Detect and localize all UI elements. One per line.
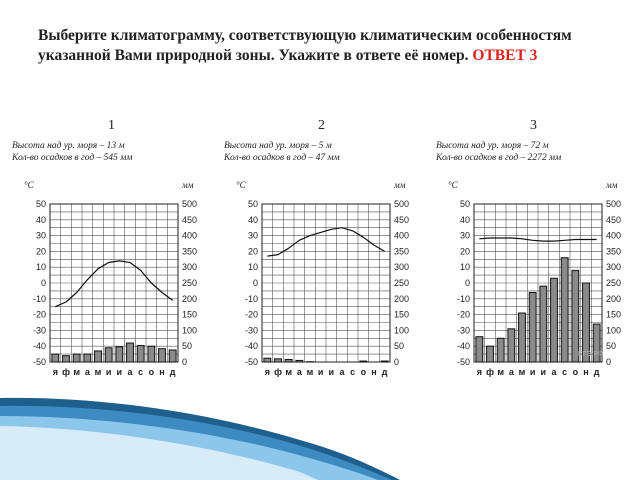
chart-3-number: 3 — [530, 118, 537, 133]
y-tick-left: -50 — [456, 357, 470, 367]
month-label: м — [518, 367, 526, 377]
left-unit-label: °C — [448, 180, 458, 190]
month-label: м — [94, 367, 102, 377]
month-label: ф — [274, 367, 282, 377]
answer-label: ОТВЕТ 3 — [472, 47, 538, 64]
y-tick-left: 20 — [35, 246, 46, 257]
month-label: и — [317, 367, 324, 377]
y-tick-left: -10 — [32, 293, 46, 304]
y-tick-right: 100 — [606, 325, 622, 336]
y-tick-right: 450 — [606, 214, 622, 225]
right-unit-label: мм — [182, 180, 194, 190]
precipitation-bar — [360, 361, 367, 362]
precipitation-bar — [73, 354, 80, 362]
y-tick-left: 20 — [459, 246, 470, 257]
chart-3-precip-total: Кол-во осадков в год – 2272 мм — [436, 153, 562, 163]
y-tick-left: 20 — [247, 246, 258, 257]
precipitation-bar — [529, 292, 536, 362]
y-tick-right: 50 — [606, 341, 617, 352]
decorative-swoosh — [0, 392, 640, 480]
y-tick-right: 100 — [394, 325, 410, 336]
precipitation-bar — [52, 354, 59, 362]
month-label: с — [350, 367, 356, 377]
y-tick-left: 0 — [464, 278, 470, 288]
chart-2-elevation: Высота над ур. моря – 5 м — [224, 141, 332, 151]
y-tick-right: 0 — [394, 357, 400, 367]
month-label: с — [562, 367, 568, 377]
y-tick-right: 350 — [182, 246, 198, 257]
chart-3-elevation: Высота над ур. моря – 72 м — [436, 141, 549, 151]
month-label: а — [296, 367, 302, 377]
y-tick-left: -40 — [32, 341, 46, 352]
y-tick-right: 400 — [606, 230, 622, 241]
month-label: а — [84, 367, 90, 377]
y-tick-right: 200 — [394, 293, 410, 304]
y-tick-left: 40 — [35, 214, 46, 225]
y-tick-right: 250 — [394, 278, 410, 288]
y-tick-left: 0 — [252, 278, 258, 288]
y-tick-right: 0 — [182, 357, 188, 367]
y-tick-left: 30 — [35, 230, 46, 241]
chart-1-elevation: Высота над ур. моря – 13 м — [12, 141, 125, 151]
y-tick-left: -50 — [32, 357, 46, 367]
y-tick-left: 10 — [459, 262, 470, 273]
precipitation-bar — [105, 348, 112, 362]
precipitation-bar — [508, 329, 515, 362]
precipitation-bar — [169, 350, 176, 362]
y-tick-left: -10 — [244, 293, 258, 304]
y-tick-left: 0 — [40, 278, 46, 288]
month-label: н — [583, 367, 589, 377]
month-label: а — [127, 367, 133, 377]
y-tick-left: -20 — [244, 309, 258, 320]
precipitation-bar — [95, 351, 102, 362]
y-tick-left: -30 — [244, 325, 258, 336]
y-tick-left: 50 — [35, 199, 46, 209]
y-tick-left: -20 — [456, 309, 470, 320]
y-tick-right: 500 — [394, 199, 410, 209]
precipitation-bar — [275, 359, 282, 362]
left-unit-label: °C — [236, 180, 246, 190]
month-label: и — [328, 367, 335, 377]
precipitation-bar — [572, 270, 579, 362]
question-body: Выберите климатограмму, соответствующую климатическим особенностям указанной Вами природной зоны. Укажите в ответе её номер. — [38, 27, 572, 64]
y-tick-right: 200 — [182, 293, 198, 304]
y-tick-left: -40 — [244, 341, 258, 352]
month-label: ф — [486, 367, 494, 377]
chart-1-info — [12, 140, 132, 164]
y-tick-right: 200 — [606, 293, 622, 304]
chart-1-precip-total: Кол-во осадков в год – 545 мм — [12, 153, 133, 163]
month-label: а — [339, 367, 345, 377]
precipitation-bar — [487, 346, 494, 362]
y-tick-right: 250 — [606, 278, 622, 288]
y-tick-right: 150 — [182, 309, 198, 320]
precipitation-bar — [296, 360, 303, 362]
y-tick-right: 50 — [182, 341, 193, 352]
chart-2-info — [224, 140, 340, 164]
month-label: я — [476, 367, 482, 377]
y-tick-right: 300 — [182, 262, 198, 273]
month-label: д — [381, 367, 388, 377]
y-tick-left: 40 — [247, 214, 258, 225]
precipitation-bar — [84, 354, 91, 362]
precipitation-bar — [381, 361, 388, 362]
y-tick-left: 50 — [247, 199, 258, 209]
y-tick-left: -30 — [456, 325, 470, 336]
climatogram-3 — [438, 178, 638, 388]
y-tick-left: 30 — [459, 230, 470, 241]
chart-1-number: 1 — [108, 118, 115, 133]
y-tick-left: 30 — [247, 230, 258, 241]
month-label: и — [540, 367, 547, 377]
y-tick-right: 350 — [394, 246, 410, 257]
month-label: ф — [62, 367, 70, 377]
precipitation-bar — [137, 346, 144, 362]
y-tick-left: -40 — [456, 341, 470, 352]
month-label: м — [73, 367, 81, 377]
chart-2-precip-total: Кол-во осадков в год – 47 мм — [224, 153, 340, 163]
month-label: и — [529, 367, 536, 377]
y-tick-left: 50 — [459, 199, 470, 209]
precipitation-bar — [519, 313, 526, 362]
precipitation-bar — [63, 356, 70, 362]
right-unit-label: мм — [394, 180, 406, 190]
month-label: н — [159, 367, 165, 377]
month-label: и — [116, 367, 123, 377]
month-label: о — [572, 367, 579, 377]
y-tick-right: 300 — [394, 262, 410, 273]
y-tick-left: 10 — [247, 262, 258, 273]
precipitation-bar — [285, 359, 292, 362]
y-tick-right: 500 — [182, 199, 198, 209]
month-label: н — [371, 367, 377, 377]
month-label: и — [105, 367, 112, 377]
month-label: а — [551, 367, 557, 377]
y-tick-left: -10 — [456, 293, 470, 304]
chart-3-info — [436, 140, 561, 164]
y-tick-right: 450 — [182, 214, 198, 225]
month-label: д — [169, 367, 176, 377]
y-tick-right: 150 — [394, 309, 410, 320]
month-label: о — [148, 367, 155, 377]
climatogram-1 — [14, 178, 214, 388]
precipitation-bar — [476, 337, 483, 362]
y-tick-right: 500 — [606, 199, 622, 209]
precipitation-bar — [148, 346, 155, 362]
y-tick-right: 250 — [182, 278, 198, 288]
precipitation-bar — [159, 349, 166, 362]
left-unit-label: °C — [24, 180, 34, 190]
month-label: с — [138, 367, 144, 377]
y-tick-right: 400 — [394, 230, 410, 241]
precipitation-bar — [561, 258, 568, 362]
y-tick-left: -20 — [32, 309, 46, 320]
precipitation-bar — [127, 343, 134, 362]
month-label: я — [264, 367, 270, 377]
precipitation-bar — [264, 358, 271, 362]
watermark: ЕГЭ.РФ — [578, 351, 604, 358]
precipitation-bar — [116, 347, 123, 362]
y-tick-left: 10 — [35, 262, 46, 273]
precipitation-bar — [497, 338, 504, 362]
question-text — [38, 26, 618, 66]
precipitation-bar — [540, 286, 547, 362]
y-tick-right: 300 — [606, 262, 622, 273]
chart-2-number: 2 — [318, 118, 325, 133]
y-tick-right: 100 — [182, 325, 198, 336]
month-label: а — [508, 367, 514, 377]
right-unit-label: мм — [606, 180, 618, 190]
y-tick-left: -30 — [32, 325, 46, 336]
month-label: д — [593, 367, 600, 377]
y-tick-right: 150 — [606, 309, 622, 320]
y-tick-right: 50 — [394, 341, 405, 352]
y-tick-right: 450 — [394, 214, 410, 225]
month-label: я — [52, 367, 58, 377]
month-label: м — [497, 367, 505, 377]
month-label: о — [360, 367, 367, 377]
y-tick-right: 400 — [182, 230, 198, 241]
y-tick-left: 40 — [459, 214, 470, 225]
precipitation-bar — [551, 278, 558, 362]
y-tick-right: 0 — [606, 357, 612, 367]
y-tick-left: -50 — [244, 357, 258, 367]
y-tick-right: 350 — [606, 246, 622, 257]
month-label: м — [285, 367, 293, 377]
month-label: м — [306, 367, 314, 377]
climatogram-2 — [226, 178, 426, 388]
